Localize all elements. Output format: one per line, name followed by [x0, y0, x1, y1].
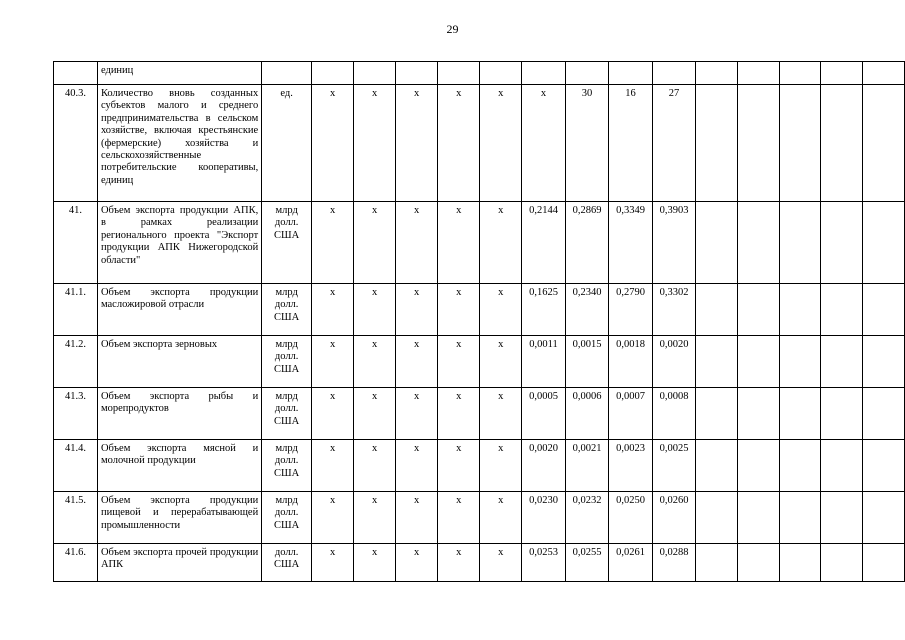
value-cell: 0,0020	[652, 336, 696, 388]
value-cell: 0,0025	[652, 440, 696, 492]
value-cell	[738, 492, 780, 544]
value-cell	[779, 544, 821, 582]
value-cell	[438, 62, 480, 85]
value-cell	[396, 62, 438, 85]
table-row	[54, 492, 905, 544]
value-cell	[863, 336, 905, 388]
value-cell	[779, 492, 821, 544]
value-cell: х	[480, 202, 522, 284]
value-cell: х	[312, 284, 354, 336]
row-number: 41.	[54, 202, 98, 284]
value-cell	[652, 62, 696, 85]
value-cell: 0,0011	[522, 336, 566, 388]
row-number	[54, 62, 98, 85]
value-cell: х	[480, 544, 522, 582]
unit-cell: млрд долл. США	[262, 336, 312, 388]
value-cell	[738, 440, 780, 492]
value-cell	[738, 544, 780, 582]
value-cell: 0,2144	[522, 202, 566, 284]
value-cell: 0,1625	[522, 284, 566, 336]
value-cell	[738, 85, 780, 202]
value-cell: х	[480, 85, 522, 202]
value-cell	[821, 202, 863, 284]
value-cell: 0,3302	[652, 284, 696, 336]
value-cell: х	[354, 544, 396, 582]
value-cell	[821, 492, 863, 544]
value-cell: х	[480, 336, 522, 388]
value-cell	[779, 388, 821, 440]
indicator-name: Количество вновь созданных субъектов малого и среднего предпринимательства в сельском хозяйстве, включая крестьянские (фермерские) хозяйства и сельскохозяйственные потребительские кооперативы, единиц	[97, 85, 261, 202]
table-row	[54, 202, 905, 284]
value-cell	[354, 62, 396, 85]
indicator-name: Объем экспорта продукции АПК, в рамках реализации регионального проекта "Экспорт продукции АПК Нижегородской области"	[97, 202, 261, 284]
value-cell	[696, 202, 738, 284]
value-cell: 0,0260	[652, 492, 696, 544]
value-cell: х	[480, 388, 522, 440]
value-cell: 27	[652, 85, 696, 202]
table-row	[54, 388, 905, 440]
value-cell	[696, 492, 738, 544]
value-cell: 0,0018	[609, 336, 653, 388]
value-cell: х	[312, 202, 354, 284]
value-cell: х	[396, 336, 438, 388]
value-cell: х	[354, 492, 396, 544]
row-number: 41.5.	[54, 492, 98, 544]
value-cell: х	[354, 336, 396, 388]
value-cell	[696, 388, 738, 440]
value-cell: 0,0253	[522, 544, 566, 582]
value-cell: 16	[609, 85, 653, 202]
value-cell: х	[312, 544, 354, 582]
value-cell: 0,0288	[652, 544, 696, 582]
value-cell: 0,0008	[652, 388, 696, 440]
indicator-name: Объем экспорта мясной и молочной продукции	[97, 440, 261, 492]
value-cell: 0,0006	[565, 388, 609, 440]
row-number: 41.2.	[54, 336, 98, 388]
value-cell: х	[354, 85, 396, 202]
value-cell	[821, 62, 863, 85]
table-row	[54, 62, 905, 85]
value-cell: х	[438, 492, 480, 544]
value-cell	[696, 440, 738, 492]
unit-cell: млрд долл. США	[262, 388, 312, 440]
value-cell: 0,0232	[565, 492, 609, 544]
value-cell: х	[438, 202, 480, 284]
value-cell	[779, 336, 821, 388]
value-cell: х	[354, 284, 396, 336]
unit-cell: млрд долл. США	[262, 492, 312, 544]
value-cell	[696, 544, 738, 582]
value-cell: х	[312, 440, 354, 492]
value-cell	[821, 440, 863, 492]
value-cell	[779, 62, 821, 85]
value-cell: х	[354, 202, 396, 284]
value-cell	[821, 336, 863, 388]
value-cell: х	[480, 284, 522, 336]
value-cell	[821, 284, 863, 336]
value-cell: х	[438, 544, 480, 582]
value-cell: 0,3903	[652, 202, 696, 284]
value-cell: 0,2790	[609, 284, 653, 336]
value-cell	[522, 62, 566, 85]
value-cell	[738, 336, 780, 388]
value-cell: х	[396, 544, 438, 582]
value-cell: 0,0005	[522, 388, 566, 440]
row-number: 41.4.	[54, 440, 98, 492]
value-cell	[312, 62, 354, 85]
unit-cell: ед.	[262, 85, 312, 202]
value-cell	[609, 62, 653, 85]
indicator-name: Объем экспорта продукции пищевой и перерабатывающей промышленности	[97, 492, 261, 544]
value-cell: 0,2869	[565, 202, 609, 284]
value-cell: 0,0015	[565, 336, 609, 388]
value-cell: х	[312, 492, 354, 544]
table-row	[54, 440, 905, 492]
value-cell	[738, 62, 780, 85]
value-cell: 0,3349	[609, 202, 653, 284]
value-cell	[821, 85, 863, 202]
value-cell	[738, 388, 780, 440]
indicator-name: Объем экспорта рыбы и морепродуктов	[97, 388, 261, 440]
value-cell	[863, 202, 905, 284]
value-cell	[863, 284, 905, 336]
table-row	[54, 85, 905, 202]
value-cell	[696, 284, 738, 336]
row-number: 41.3.	[54, 388, 98, 440]
value-cell: 0,0007	[609, 388, 653, 440]
value-cell: х	[396, 440, 438, 492]
value-cell	[863, 388, 905, 440]
value-cell: х	[438, 336, 480, 388]
value-cell: х	[312, 336, 354, 388]
unit-cell: долл. США	[262, 544, 312, 582]
unit-cell: млрд долл. США	[262, 284, 312, 336]
value-cell: х	[396, 492, 438, 544]
value-cell	[863, 85, 905, 202]
value-cell	[738, 284, 780, 336]
value-cell	[696, 336, 738, 388]
value-cell: х	[354, 440, 396, 492]
indicator-name: Объем экспорта зерновых	[97, 336, 261, 388]
row-number: 41.1.	[54, 284, 98, 336]
row-number: 41.6.	[54, 544, 98, 582]
value-cell	[863, 492, 905, 544]
value-cell	[863, 544, 905, 582]
value-cell	[565, 62, 609, 85]
value-cell	[779, 284, 821, 336]
value-cell: 0,0021	[565, 440, 609, 492]
value-cell	[863, 62, 905, 85]
value-cell	[821, 388, 863, 440]
value-cell	[863, 440, 905, 492]
value-cell	[779, 440, 821, 492]
value-cell: х	[396, 202, 438, 284]
unit-cell: млрд долл. США	[262, 202, 312, 284]
value-cell: х	[354, 388, 396, 440]
indicator-name: Объем экспорта продукции масложировой отрасли	[97, 284, 261, 336]
page-number: 29	[446, 22, 459, 36]
value-cell: 0,2340	[565, 284, 609, 336]
indicator-name: Объем экспорта прочей продукции АПК	[97, 544, 261, 582]
row-number: 40.3.	[54, 85, 98, 202]
value-cell: 0,0250	[609, 492, 653, 544]
value-cell: х	[312, 85, 354, 202]
value-cell: х	[396, 388, 438, 440]
value-cell: х	[480, 440, 522, 492]
value-cell: х	[396, 85, 438, 202]
value-cell	[779, 202, 821, 284]
value-cell: 0,0255	[565, 544, 609, 582]
indicators-table	[53, 61, 905, 582]
value-cell: 30	[565, 85, 609, 202]
table-row	[54, 284, 905, 336]
value-cell: 0,0261	[609, 544, 653, 582]
value-cell: 0,0023	[609, 440, 653, 492]
table-row	[54, 336, 905, 388]
unit-cell: млрд долл. США	[262, 440, 312, 492]
table-row	[54, 544, 905, 582]
value-cell: х	[438, 85, 480, 202]
value-cell: х	[438, 284, 480, 336]
value-cell: х	[438, 388, 480, 440]
value-cell	[696, 85, 738, 202]
value-cell	[738, 202, 780, 284]
value-cell	[779, 85, 821, 202]
value-cell: х	[312, 388, 354, 440]
value-cell	[696, 62, 738, 85]
value-cell: 0,0020	[522, 440, 566, 492]
value-cell: 0,0230	[522, 492, 566, 544]
value-cell: х	[522, 85, 566, 202]
value-cell: х	[480, 492, 522, 544]
unit-cell	[262, 62, 312, 85]
value-cell	[480, 62, 522, 85]
value-cell	[821, 544, 863, 582]
value-cell: х	[438, 440, 480, 492]
value-cell: х	[396, 284, 438, 336]
indicator-name: единиц	[97, 62, 261, 85]
